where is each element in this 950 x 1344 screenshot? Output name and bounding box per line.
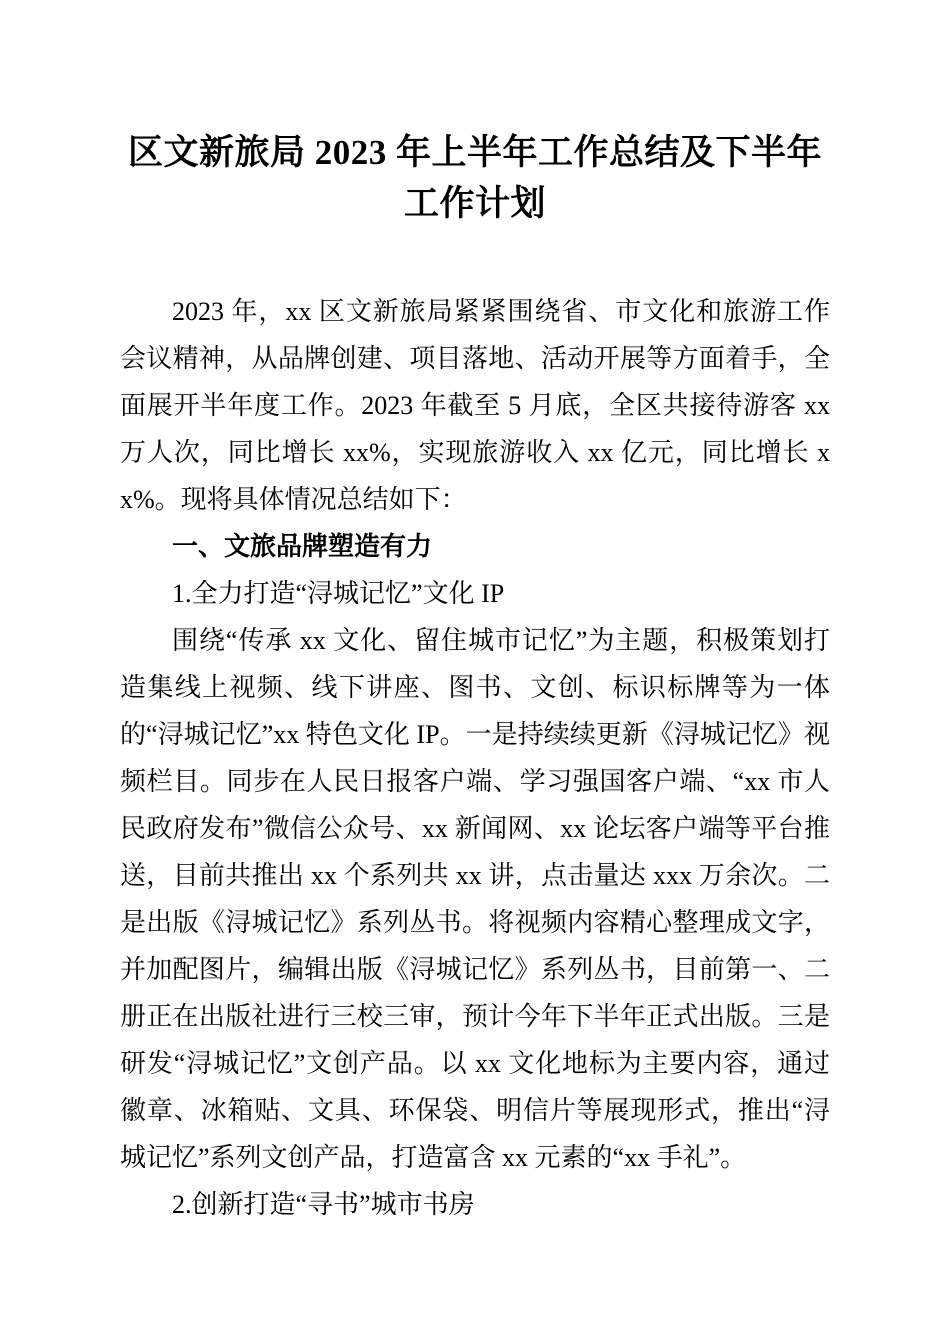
subitem-2: 2.创新打造“寻书”城市书房 [172, 1189, 475, 1219]
document-title: 区文新旅局 2023 年上半年工作总结及下半年工作计划 [127, 133, 822, 223]
subitem-1: 1.全力打造“浔城记忆”文化 IP [172, 578, 505, 608]
paragraph-item1-detail: 围绕“传承 xx 文化、留住城市记忆”为主题，积极策划打造集线上视频、线下讲座、图书、文创、标识标牌等为一体的“浔城记忆”xx 特色文化 IP。一是持续续更新《浔城记忆》视频栏目。同步在人民日报客户端、学习强国客户端、“xx 市人民政府发布”微信公众号、xx 新闻网、xx 论坛客户端等平台推送，目前共推出 xx 个系列共 xx 讲，点击量达 xxx 万余次。二是出版《浔城记忆》系列丛书。将视频内容精心整理成文字，并加配图片，编辑出版《浔城记忆》系列丛书，目前第一、二册正在出版社进行三校三审，预计今年下半年正式出版。三是研发“浔城记忆”文创产品。以 xx 文化地标为主要内容，通过徽章、冰箱贴、文具、环保袋、明信片等展现形式，推出“浔城记忆”系列文创产品，打造富含 xx 元素的“xx 手礼”。 [120, 625, 830, 1172]
section-heading-1: 一、文旅品牌塑造有力 [172, 530, 433, 561]
paragraph-intro: 2023 年，xx 区文新旅局紧紧围绕省、市文化和旅游工作会议精神，从品牌创建、项目落地、活动开展等方面着手，全面展开半年度工作。2023 年截至 5 月底，全区共接待游客 xx 万人次，同比增长 xx%，实现旅游收入 xx 亿元，同比增长 xx%。现将具体情况总结如下： [120, 296, 830, 514]
